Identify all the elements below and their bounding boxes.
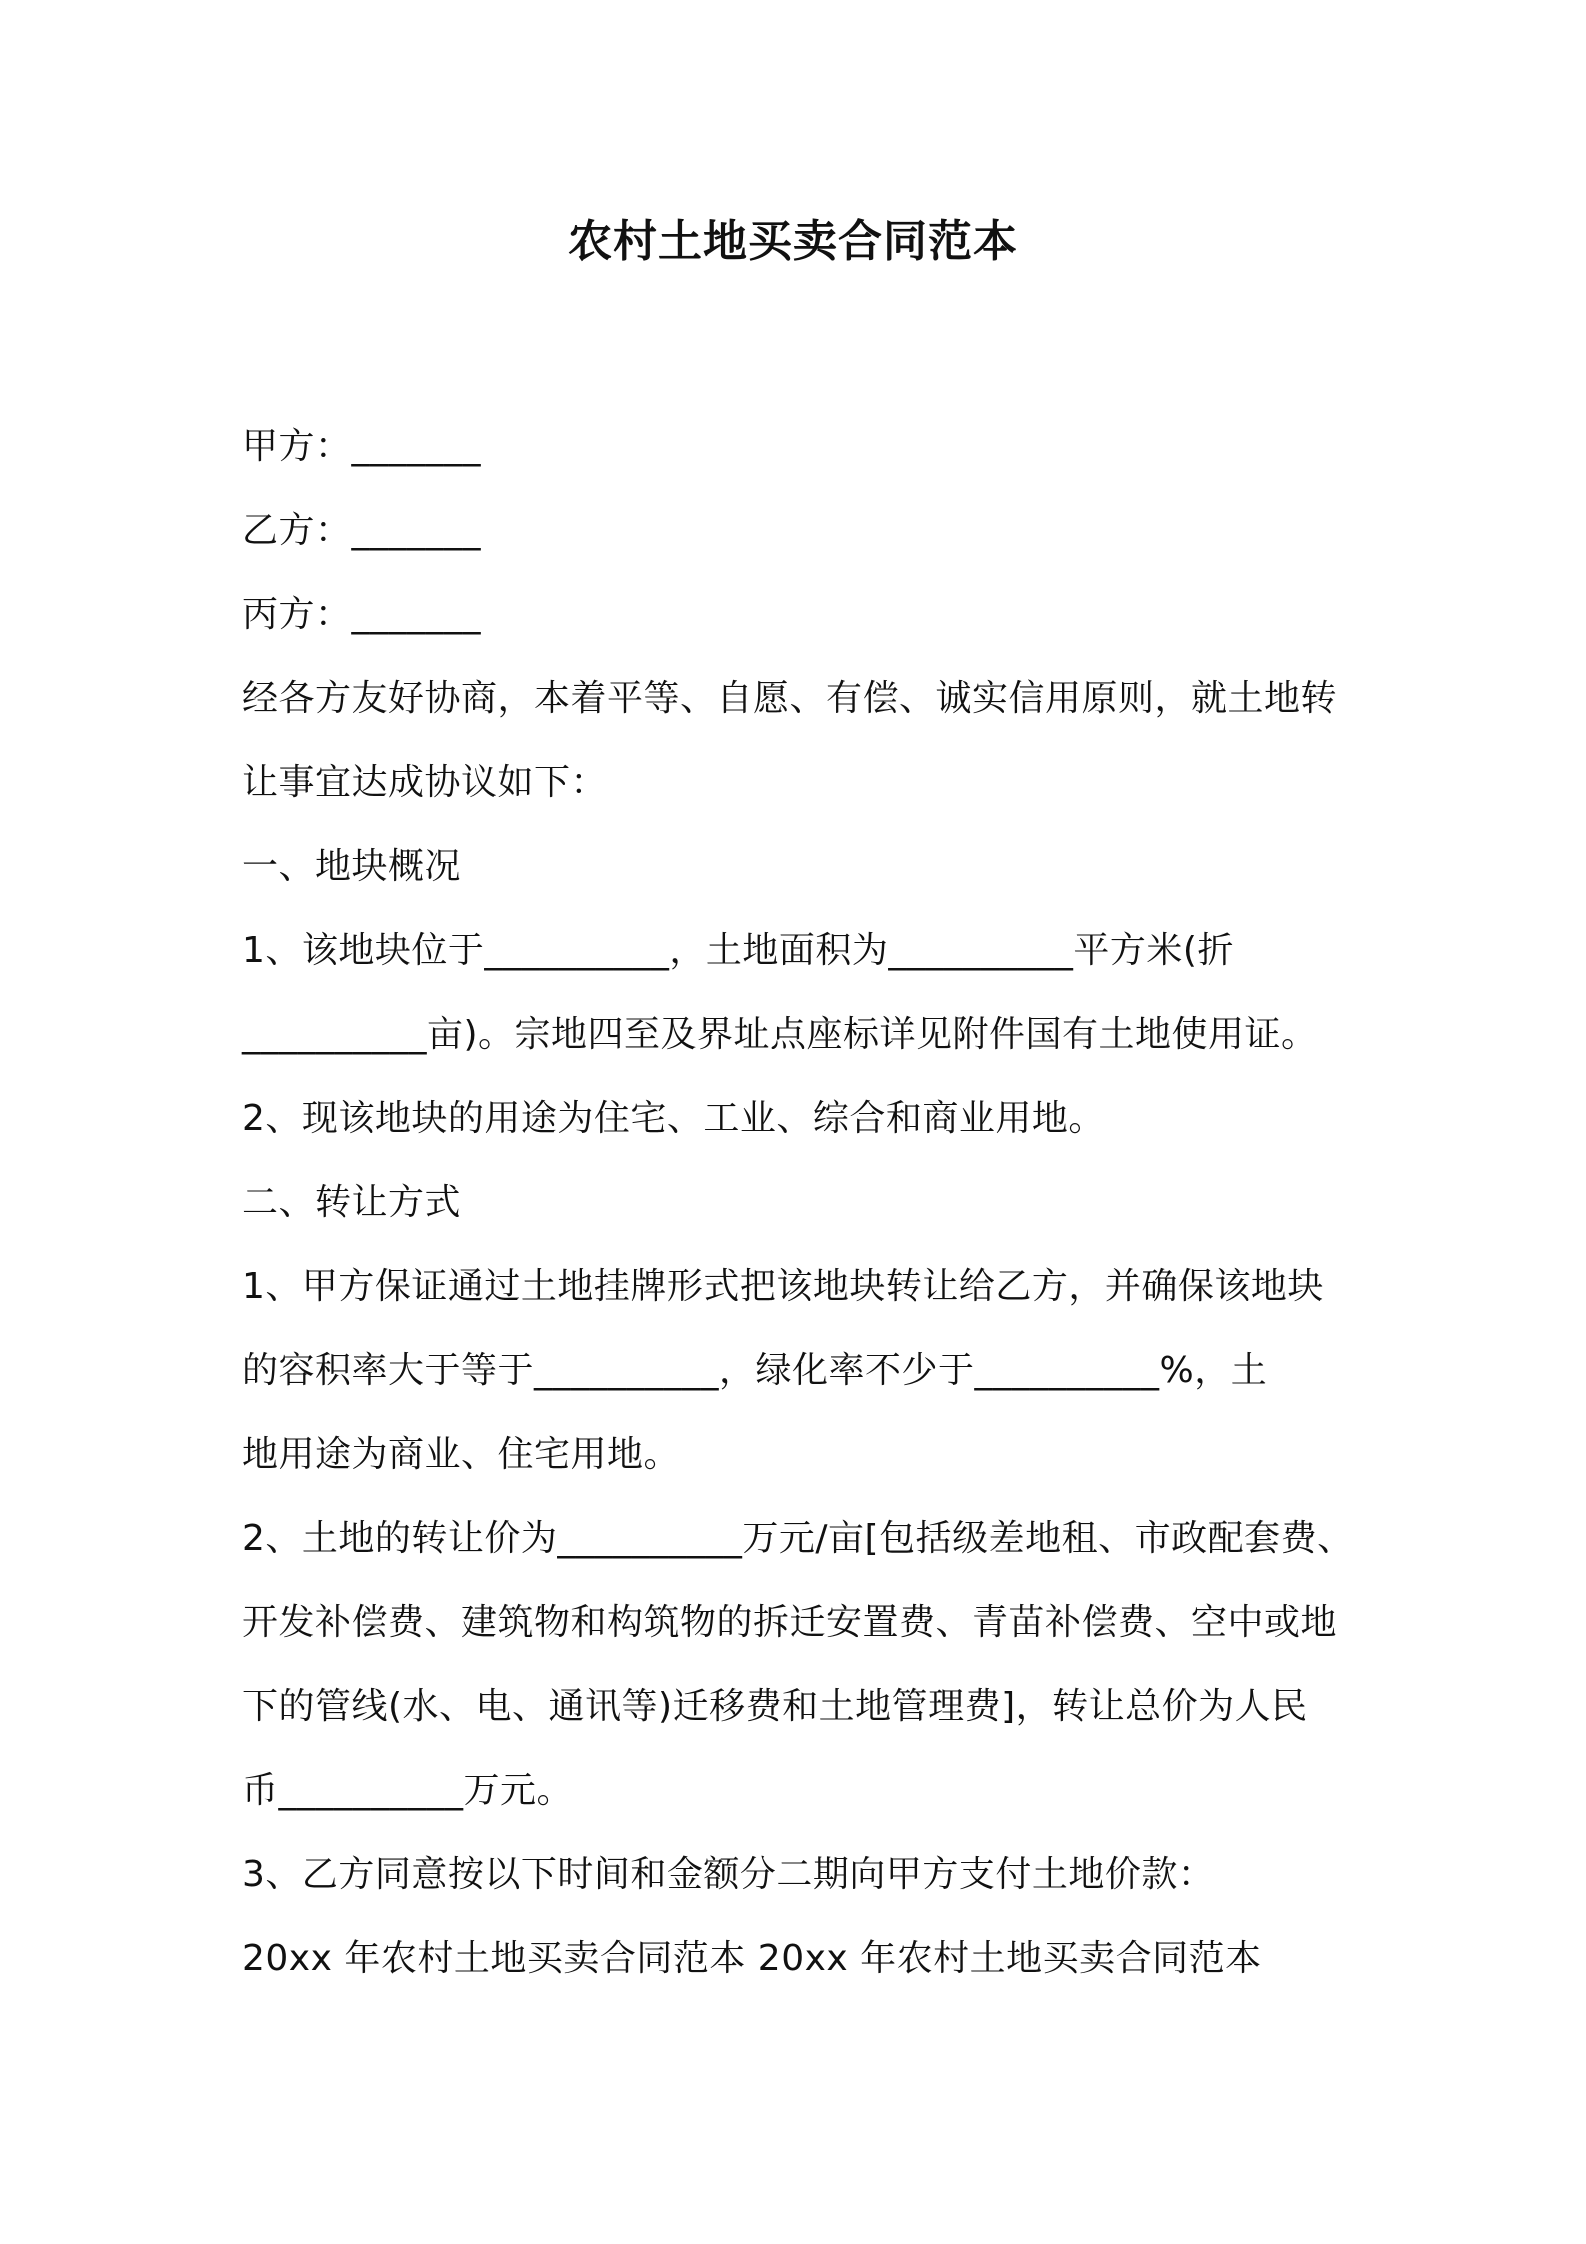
party-c-line: 丙方：_______ [242,594,482,635]
section-heading: 二、转让方式 [242,1182,462,1223]
clause-line: 开发补偿费、建筑物和构筑物的拆迁安置费、青苗补偿费、空中或地 [242,1602,1338,1643]
section-heading: 一、地块概况 [242,846,462,887]
clause-line: 的容积率大于等于__________，绿化率不少于__________%，土 [242,1350,1268,1391]
clause-line: 2、土地的转让价为__________万元/亩[包括级差地租、市政配套费、 [242,1518,1354,1559]
clause-line: 2、现该地块的用途为住宅、工业、综合和商业用地。 [242,1098,1105,1139]
clause-line: 3、乙方同意按以下时间和金额分二期向甲方支付土地价款： [242,1854,1215,1895]
document-title: 农村土地买卖合同范本 [568,216,1018,267]
preamble-line: 让事宜达成协议如下： [242,762,608,803]
party-b-line: 乙方：_______ [242,510,482,551]
preamble-line: 经各方友好协商，本着平等、自愿、有偿、诚实信用原则，就土地转 [242,678,1338,719]
document-body [242,405,1362,2001]
clause-line: __________亩)。宗地四至及界址点座标详见附件国有土地使用证。 [242,1014,1318,1055]
clause-line: 1、甲方保证通过土地挂牌形式把该地块转让给乙方，并确保该地块 [242,1266,1324,1307]
clause-line: 地用途为商业、住宅用地。 [242,1434,681,1475]
clause-line: 1、该地块位于__________，土地面积为__________平方米(折 [242,930,1234,971]
clause-line: 下的管线(水、电、通讯等)迁移费和土地管理费]，转让总价为人民 [242,1686,1308,1727]
party-a-line: 甲方：_______ [242,426,482,467]
footer-line: 20xx 年农村土地买卖合同范本 20xx 年农村土地买卖合同范本 [242,1938,1262,1979]
clause-line: 币__________万元。 [242,1770,574,1811]
